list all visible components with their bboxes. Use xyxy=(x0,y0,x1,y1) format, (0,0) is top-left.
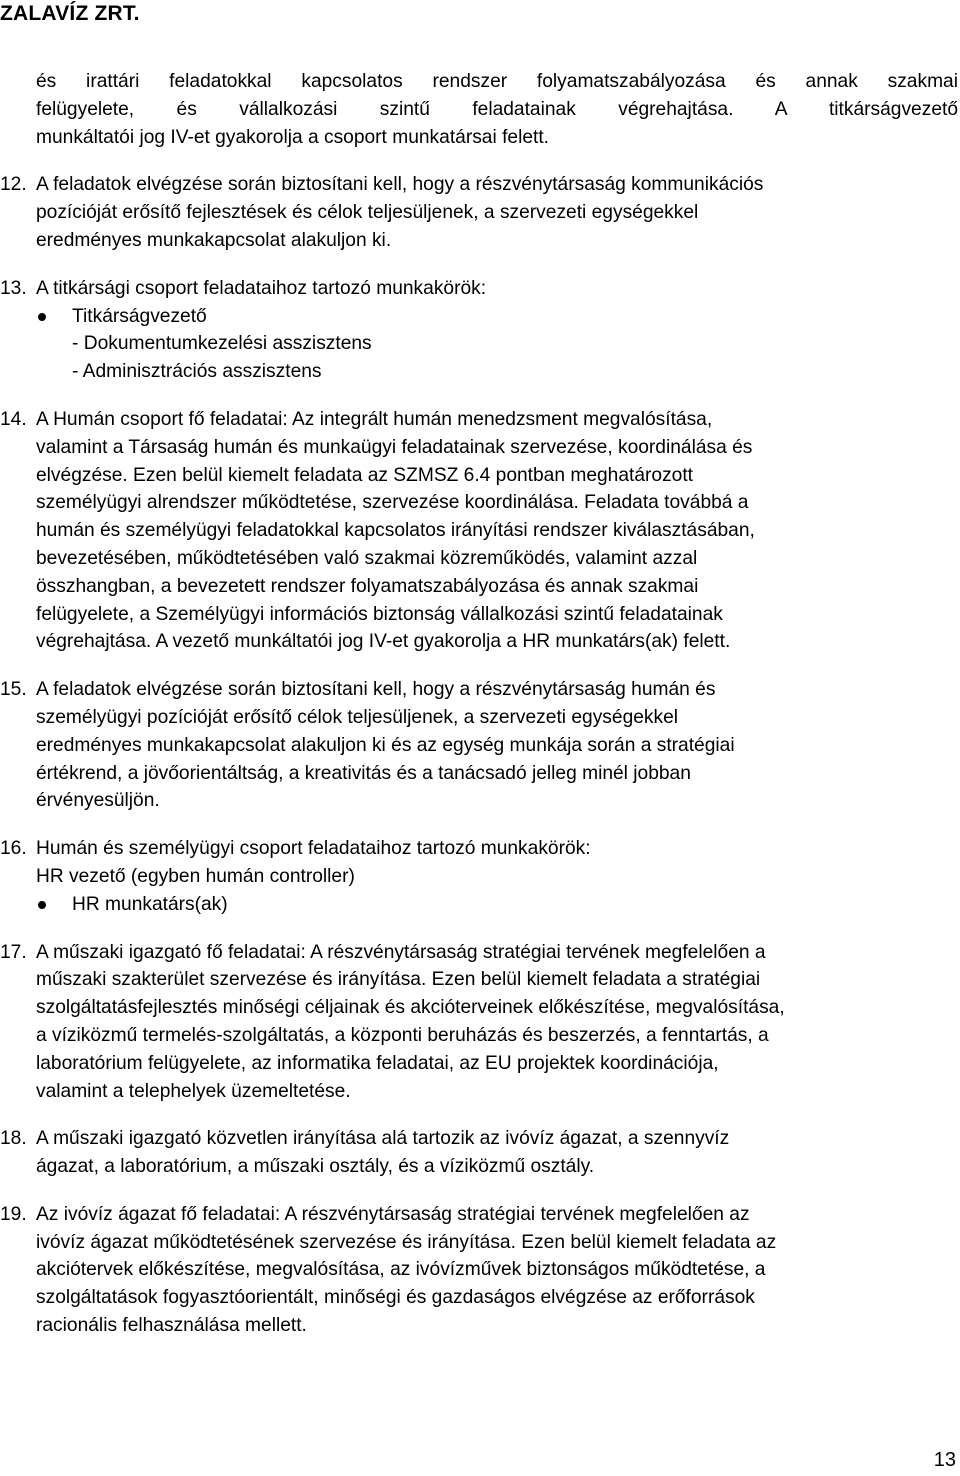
item-number: 17. xyxy=(0,941,27,963)
text-line: elvégzése. Ezen belül kiemelt feladata az SZMSZ 6.4 pontban meghatározott xyxy=(36,464,694,486)
text-line: pozícióját erősítő fejlesztések és célok teljesüljenek, a szervezeti egységekkel xyxy=(36,202,699,224)
item-number: 15. xyxy=(0,679,27,701)
document-body xyxy=(0,68,958,1340)
item-14 xyxy=(0,406,958,656)
sub-item: - Adminisztrációs asszisztens xyxy=(72,361,322,383)
page-number: 13 xyxy=(933,1449,956,1471)
text-line: akciótervek előkészítése, megvalósítása, az ivóvízművek biztonságos működtetése, a xyxy=(36,1259,766,1281)
text-line: valamint a telephelyek üzemeltetése. xyxy=(36,1080,351,1102)
text-line: humán és személyügyi feladatokkal kapcsolatos irányítási rendszer kiválasztásában, xyxy=(36,520,755,542)
text-line: a víziközmű termelés-szolgáltatás, a központi beruházás és beszerzés, a fenntartás, a xyxy=(36,1024,769,1046)
text-line: bevezetésében, működtetésében való szakmai közreműködés, valamint azzal xyxy=(36,547,698,569)
item-17 xyxy=(0,939,958,1106)
text-line: valamint a Társaság humán és munkaügyi feladatainak szervezése, koordinálása és xyxy=(36,436,753,458)
text-line: ágazat, a laboratórium, a műszaki osztály, és a víziközmű osztály. xyxy=(36,1156,595,1178)
text-line: A Humán csoport fő feladatai: Az integrált humán menedzsment megvalósítása, xyxy=(36,408,713,430)
text-line: személyügyi alrendszer működtetése, szervezése koordinálása. Feladata továbbá a xyxy=(36,492,749,514)
text-line: racionális felhasználása mellett. xyxy=(36,1315,307,1337)
text-line: és irattári feladatokkal kapcsolatos rendszer folyamatszabályozása és annak szakmai xyxy=(36,71,958,92)
intro-paragraph xyxy=(36,68,958,151)
bullet-icon xyxy=(38,313,46,321)
text-line: ivóvíz ágazat működtetésének szervezése és irányítása. Ezen belül kiemelt feladata az xyxy=(36,1231,777,1253)
item-title: A titkársági csoport feladataihoz tartozó munkakörök: xyxy=(36,277,487,299)
text-line: A műszaki igazgató közvetlen irányítása alá tartozik az ivóvíz ágazat, a szennyvíz xyxy=(36,1128,730,1150)
text-line: A feladatok elvégzése során biztosítani kell, hogy a részvénytársaság humán és xyxy=(36,679,716,701)
bullet-item: HR munkatárs(ak) xyxy=(36,891,958,919)
text-line: értékrend, a jövőorientáltság, a kreativitás és a tanácsadó jelleg minél jobban xyxy=(36,762,691,784)
item-number: 19. xyxy=(0,1203,27,1225)
text-line: személyügyi pozícióját erősítő célok teljesüljenek, a szervezeti egységekkel xyxy=(36,706,679,728)
text-line: műszaki szakterület szervezése és irányítása. Ezen belül kiemelt feladata a stratégiai xyxy=(36,969,761,991)
company-header: ZALAVÍZ ZRT. xyxy=(0,2,140,25)
text-line: laboratórium felügyelete, az informatika feladatai, az EU projektek koordinációja, xyxy=(36,1052,719,1074)
item-number: 14. xyxy=(0,408,27,430)
text-line: A feladatok elvégzése során biztosítani kell, hogy a részvénytársaság kommunikációs xyxy=(36,174,764,196)
bullet-item: Titkárságvezető xyxy=(36,303,958,331)
text-line: felügyelete, a Személyügyi információs biztonság vállalkozási szintű feladatainak xyxy=(36,603,723,625)
item-16 xyxy=(0,835,958,918)
item-18 xyxy=(0,1125,958,1181)
text-line: Az ivóvíz ágazat fő feladatai: A részvénytársaság stratégiai tervének megfelelően az xyxy=(36,1203,750,1225)
item-title: Humán és személyügyi csoport feladataihoz tartozó munkakörök: xyxy=(36,838,591,860)
text-line: szolgáltatások fogyasztóorientált, minőségi és gazdaságos elvégzése az erőforrások xyxy=(36,1287,755,1309)
bullet-icon xyxy=(38,901,46,909)
item-number: 16. xyxy=(0,838,27,860)
item-number: 13. xyxy=(0,277,27,299)
text-line: felügyelete, és vállalkozási szintű feladatainak végrehajtása. A titkárságvezető xyxy=(36,98,958,120)
item-19 xyxy=(0,1201,958,1340)
text-line: szolgáltatásfejlesztés minőségi céljainak és akcióterveinek előkészítése, megvalósítása, xyxy=(36,997,785,1019)
text-line: végrehajtása. A vezető munkáltatói jog IV-et gyakorolja a HR munkatárs(ak) felett. xyxy=(36,631,731,653)
item-number: 18. xyxy=(0,1128,27,1150)
item-15 xyxy=(0,676,958,815)
text-line: érvényesüljön. xyxy=(36,790,160,812)
text-line: eredményes munkakapcsolat alakuljon ki és az egység munkája során a stratégiai xyxy=(36,734,735,756)
item-12 xyxy=(0,171,958,254)
text-line: eredményes munkakapcsolat alakuljon ki. xyxy=(36,229,392,251)
item-13 xyxy=(0,275,958,386)
sub-item: - Dokumentumkezelési asszisztens xyxy=(72,333,372,355)
text-line: összhangban, a bevezetett rendszer folyamatszabályozása és annak szakmai xyxy=(36,575,699,597)
role-line: HR vezető (egyben humán controller) xyxy=(36,865,355,887)
text-line: munkáltatói jog IV-et gyakorolja a csoport munkatársai felett. xyxy=(36,126,549,148)
item-number: 12. xyxy=(0,174,27,196)
text-line: A műszaki igazgató fő feladatai: A részvénytársaság stratégiai tervének megfelelően a xyxy=(36,941,766,963)
